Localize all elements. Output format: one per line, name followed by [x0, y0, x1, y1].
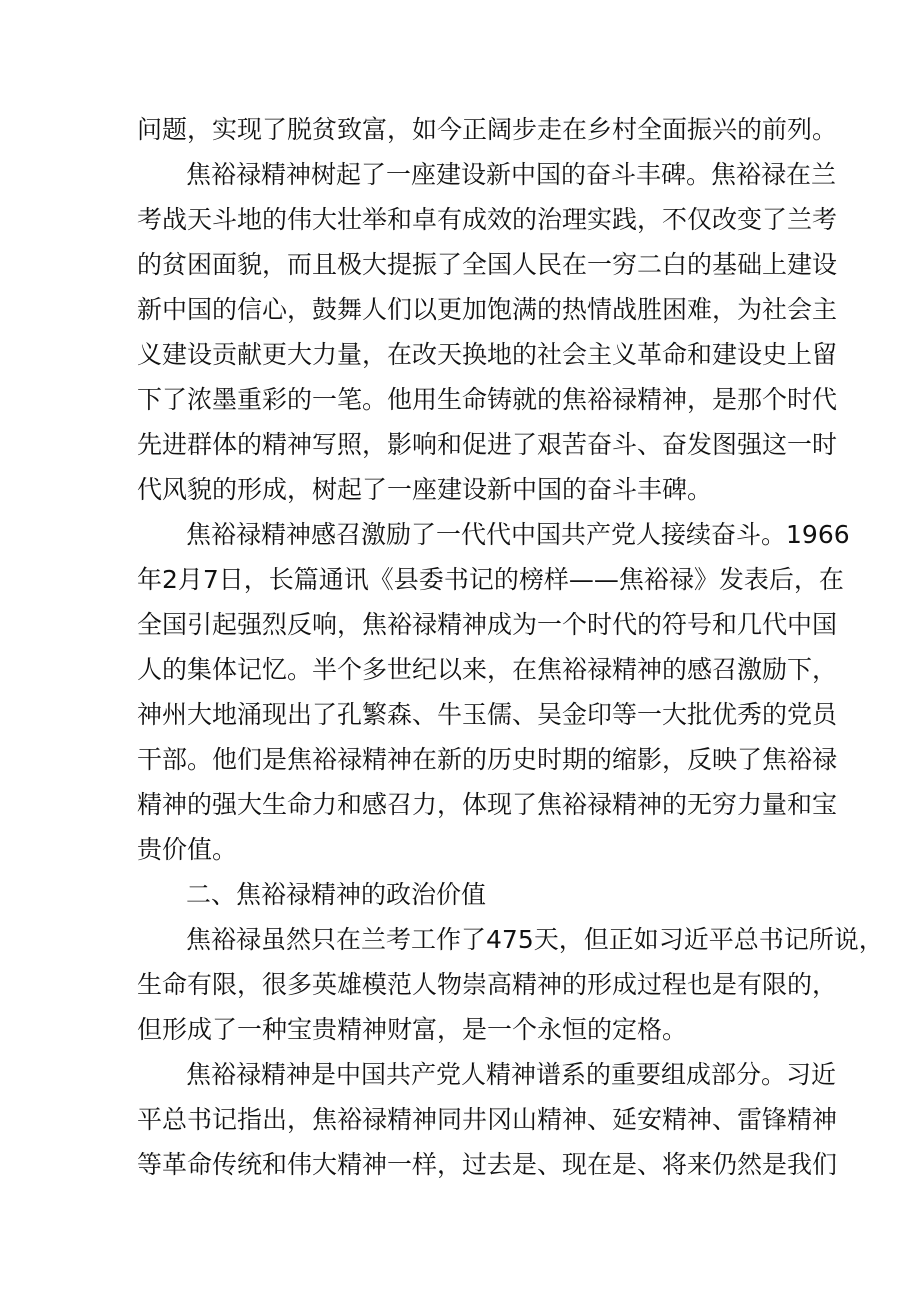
text-line: 生命有限，很多英雄模范人物崇高精神的形成过程也是有限的， [137, 970, 838, 999]
text-line: 年2月7日，长篇通讯《县委书记的榜样——焦裕禄》发表后，在 [137, 565, 844, 594]
text-line: 先进群体的精神写照，影响和促进了艰苦奋斗、奋发图强这一时 [137, 430, 838, 459]
text-line: 义建设贡献更大力量，在改天换地的社会主义革命和建设史上留 [137, 340, 838, 369]
text-line: 下了浓墨重彩的一笔。他用生命铸就的焦裕禄精神，是那个时代 [137, 385, 838, 414]
text-line: 干部。他们是焦裕禄精神在新的历史时期的缩影，反映了焦裕禄 [137, 745, 838, 774]
paragraph-start-line: 焦裕禄精神感召激励了一代代中国共产党人接续奋斗。1966 [186, 520, 850, 549]
text-line: 全国引起强烈反响，焦裕禄精神成为一个时代的符号和几代中国 [137, 610, 838, 639]
text-line: 神州大地涌现出了孔繁森、牛玉儒、吴金印等一大批优秀的党员 [137, 700, 838, 729]
section-heading: 二、焦裕禄精神的政治价值 [186, 880, 487, 909]
text-line: 考战天斗地的伟大壮举和卓有成效的治理实践，不仅改变了兰考 [137, 205, 838, 234]
text-line: 新中国的信心，鼓舞人们以更加饱满的热情战胜困难，为社会主 [137, 295, 838, 324]
text-line: 精神的强大生命力和感召力，体现了焦裕禄精神的无穷力量和宝 [137, 790, 838, 819]
text-line: 平总书记指出，焦裕禄精神同井冈山精神、延安精神、雷锋精神 [137, 1105, 838, 1134]
text-line: 但形成了一种宝贵精神财富，是一个永恒的定格。 [137, 1015, 688, 1044]
text-line: 的贫困面貌，而且极大提振了全国人民在一穷二白的基础上建设 [137, 250, 838, 279]
text-line: 贵价值。 [137, 835, 238, 864]
text-line: 人的集体记忆。半个多世纪以来，在焦裕禄精神的感召激励下， [137, 655, 838, 684]
text-line: 问题，实现了脱贫致富，如今正阔步走在乡村全面振兴的前列。 [137, 115, 838, 144]
paragraph-start-line: 焦裕禄虽然只在兰考工作了475天，但正如习近平总书记所说， [186, 925, 884, 954]
text-line: 代风貌的形成，树起了一座建设新中国的奋斗丰碑。 [137, 475, 713, 504]
paragraph-start-line: 焦裕禄精神是中国共产党人精神谱系的重要组成部分。习近 [186, 1060, 837, 1089]
text-line: 等革命传统和伟大精神一样，过去是、现在是、将来仍然是我们 [137, 1150, 838, 1179]
paragraph-start-line: 焦裕禄精神树起了一座建设新中国的奋斗丰碑。焦裕禄在兰 [186, 160, 837, 189]
